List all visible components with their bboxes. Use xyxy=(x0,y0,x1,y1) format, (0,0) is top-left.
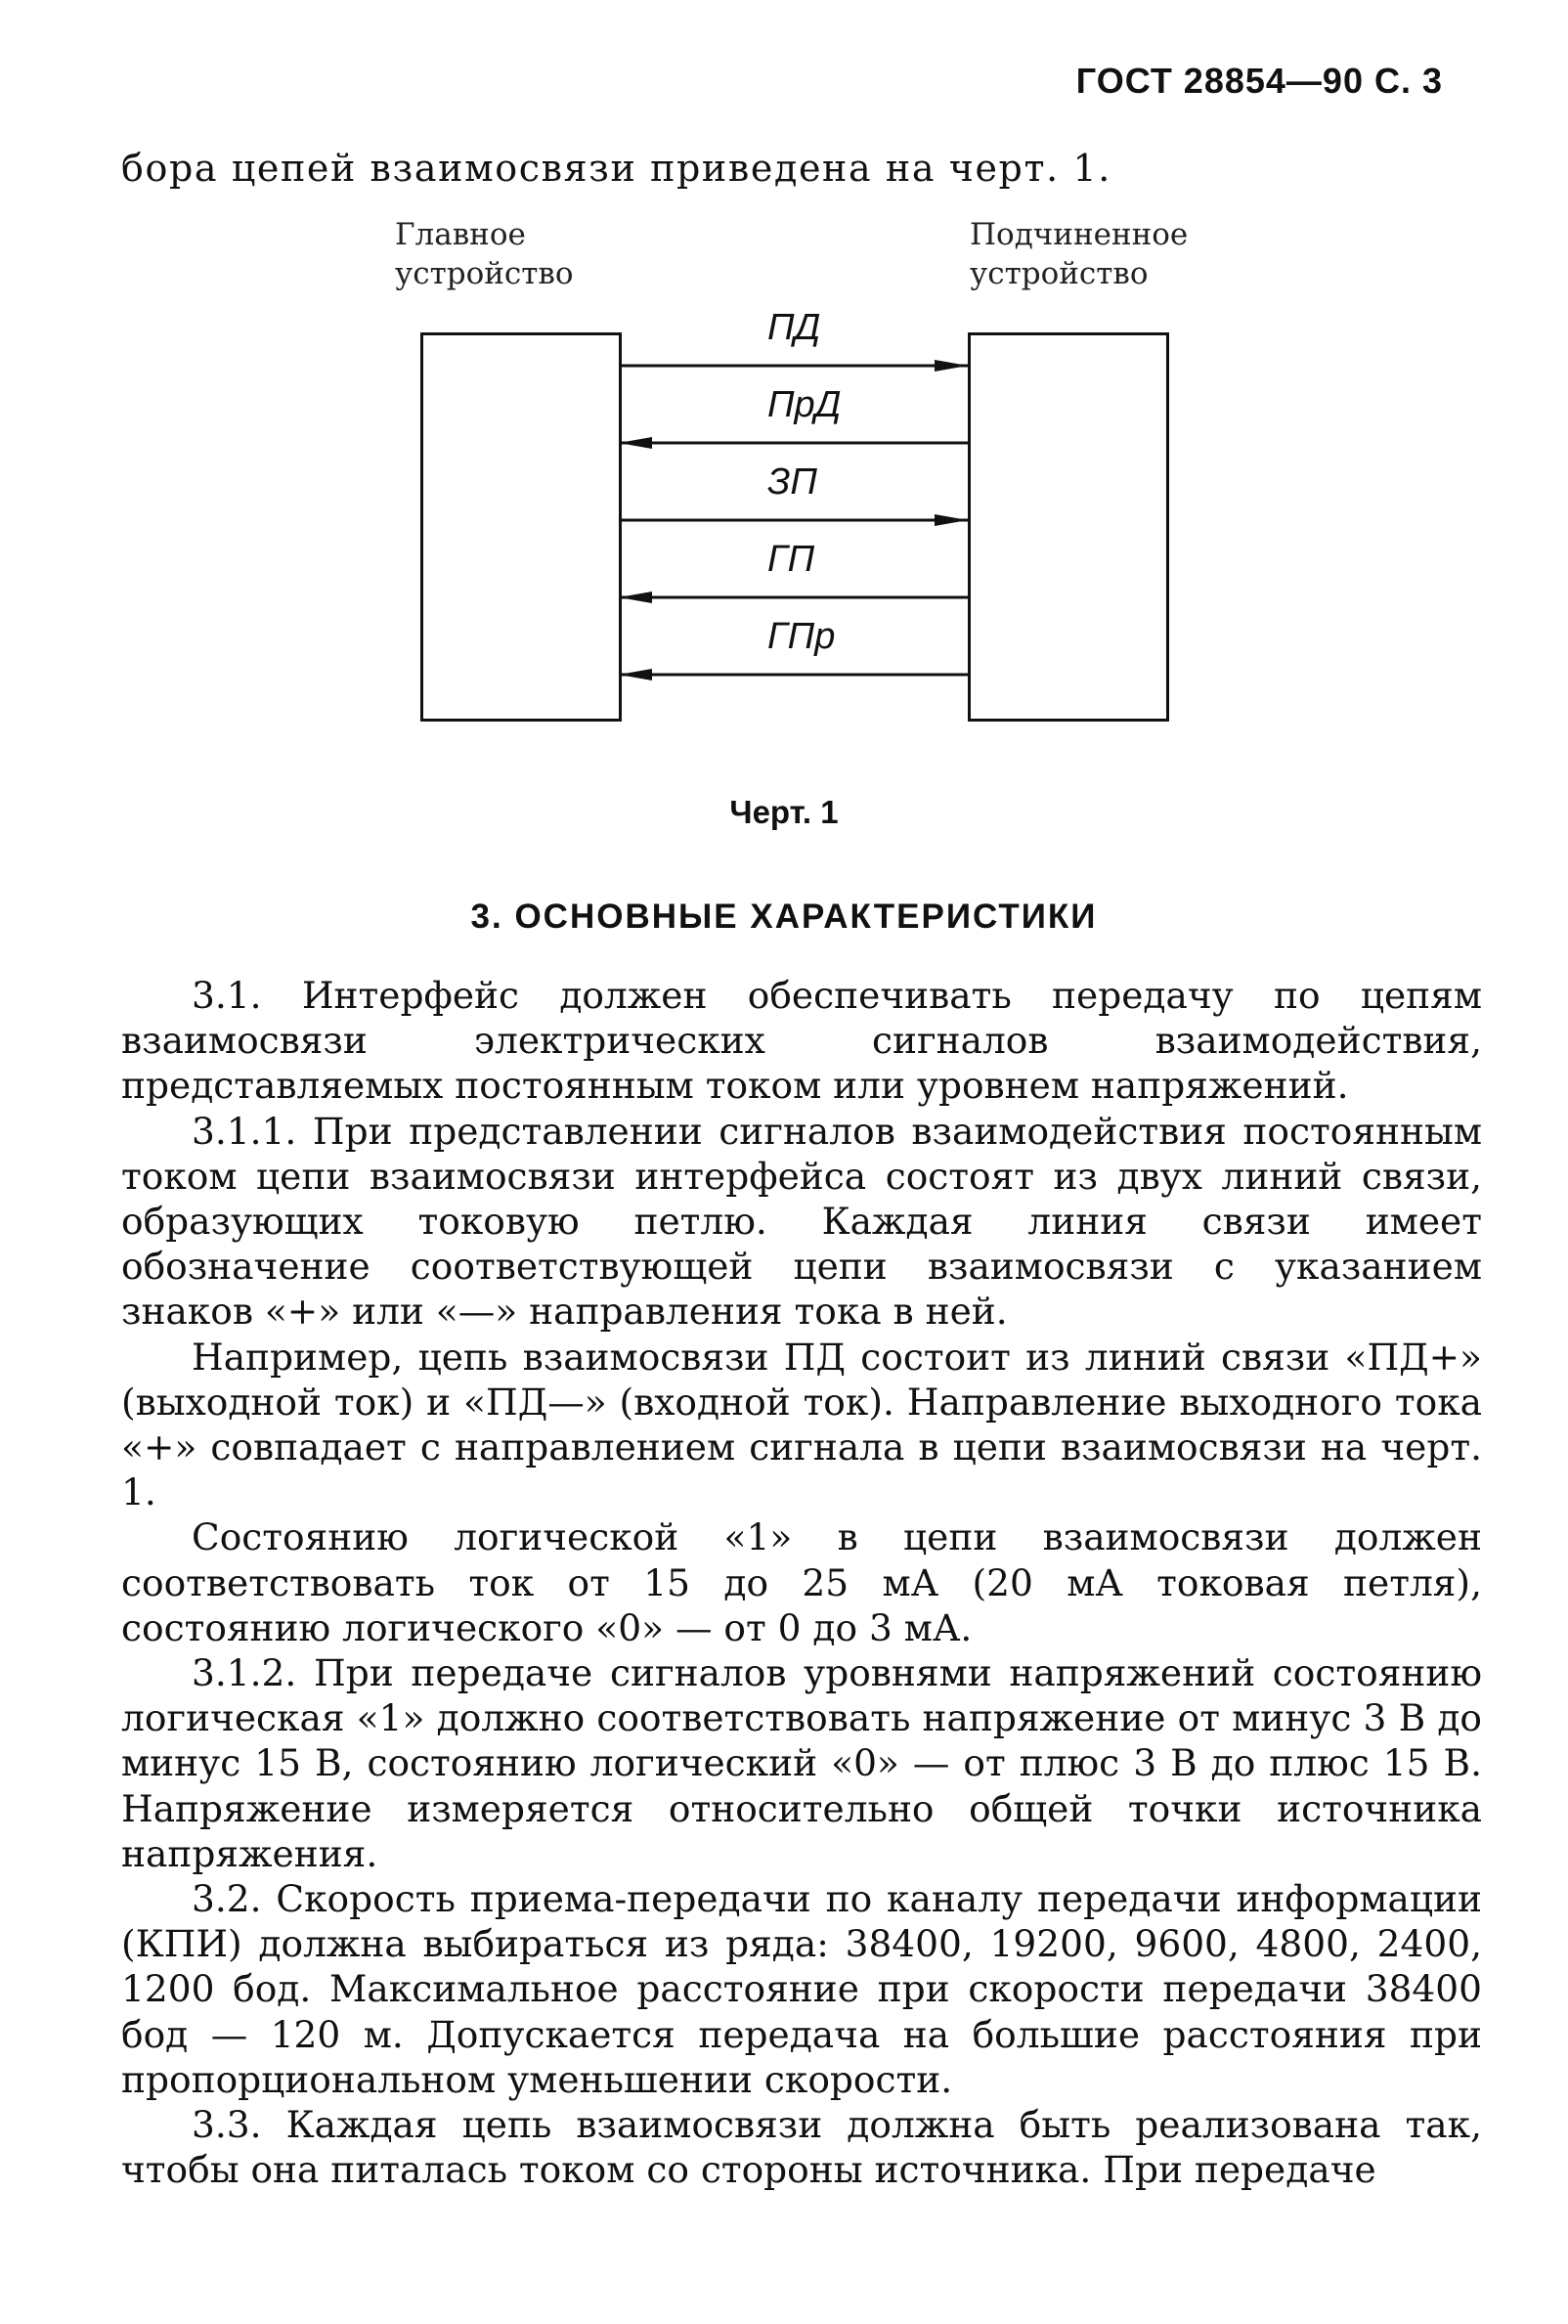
arrow-head-4 xyxy=(619,669,652,680)
paragraph-logic-state: Состоянию логической «1» в цепи взаимосвязи должен соответствовать ток от 15 до 25 мА (20 мА токовая петля), состоянию логического «0» — от 0 до 3 мА. xyxy=(121,1515,1482,1649)
arrow-head-1 xyxy=(619,437,652,449)
signal-line-3 xyxy=(619,592,968,603)
arrow-head-0 xyxy=(935,360,968,372)
paragraph-example: Например, цепь взаимосвязи ПД состоит из линий связи «ПД+» (выходной ток) и «ПД—» (входной ток). Направление выходного тока «+» совпадает с направлением сигнала в цепи взаимосвязи на черт. 1. xyxy=(121,1335,1482,1514)
section-title: 3. ОСНОВНЫЕ ХАРАКТЕРИСТИКИ xyxy=(470,898,1098,936)
main-device-label-line2: устройство xyxy=(395,256,574,291)
page-header: ГОСТ 28854—90 С. 3 xyxy=(1075,61,1443,101)
signal-label-4: ГПр xyxy=(767,616,836,657)
sub-device-label-line2: устройство xyxy=(970,256,1149,291)
main-device-label-line1: Главное xyxy=(395,217,526,252)
signal-label-0: ПД xyxy=(767,307,821,348)
signal-line-2 xyxy=(619,514,968,526)
paragraph-3-1-1: 3.1.1. При представлении сигналов взаимодействия постоянным током цепи взаимосвязи интерфейса состоят из двух линий связи, образующих токовую петлю. Каждая линия связи имеет обозначение соответствующей цепи взаимосвязи с указанием знаков «+» или «—» направления тока в ней. xyxy=(121,1109,1482,1334)
body-text xyxy=(121,973,1482,2192)
arrow-head-2 xyxy=(935,514,968,526)
paragraph-3-2: 3.2. Скорость приема-передачи по каналу передачи информации (КПИ) должна выбираться из ряда: 38400, 19200, 9600, 4800, 2400, 1200 бод. Максимальное расстояние при скорости передачи 38400 бод — 120 м. Допускается передача на большие расстояния при пропорциональном уменьшении скорости. xyxy=(121,1877,1482,2101)
intro-text: бора цепей взаимосвязи приведена на черт. 1. xyxy=(121,147,1111,190)
signal-line-0 xyxy=(619,360,968,372)
signal-label-1: ПрД xyxy=(767,384,842,425)
signal-line-4 xyxy=(619,669,968,680)
signal-label-2: ЗП xyxy=(767,461,817,503)
arrow-head-3 xyxy=(619,592,652,603)
signal-label-3: ГП xyxy=(767,539,815,580)
signal-line-1 xyxy=(619,437,968,449)
paragraph-3-1: 3.1. Интерфейс должен обеспечивать передачу по цепям взаимосвязи электрических сигналов взаимодействия, представляемых постоянным током или уровнем напряжений. xyxy=(121,974,1482,1108)
signal-lines xyxy=(0,0,1568,880)
paragraph-3-3: 3.3. Каждая цепь взаимосвязи должна быть реализована так, чтобы она питалась током со стороны источника. При передаче xyxy=(121,2103,1482,2192)
sub-device-label-line1: Подчиненное xyxy=(970,217,1189,252)
paragraph-3-1-2: 3.1.2. При передаче сигналов уровнями напряжений состоянию логическая «1» должно соответствовать напряжение от минус 3 В до минус 15 В, состоянию логический «0» — от плюс 3 В до плюс 15 В. Напряжение измеряется относительно общей точки источника напряжения. xyxy=(121,1651,1482,1875)
figure-caption: Черт. 1 xyxy=(729,794,839,830)
